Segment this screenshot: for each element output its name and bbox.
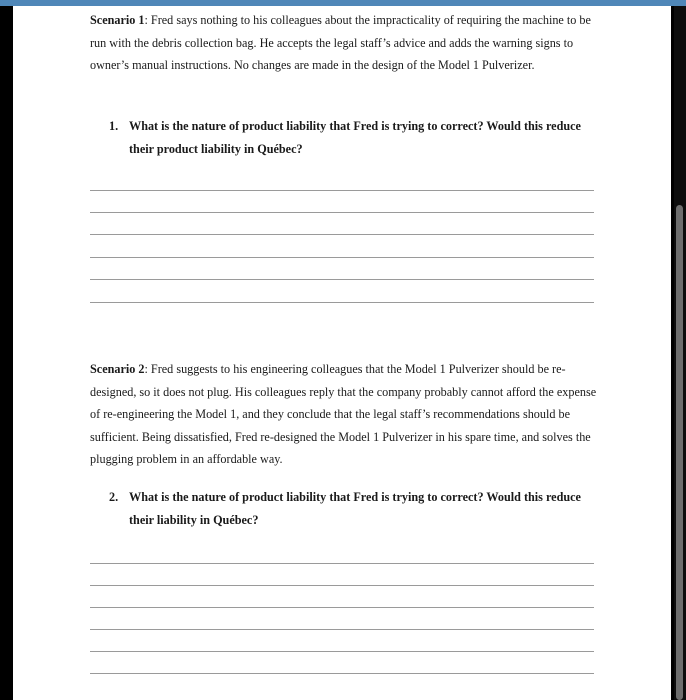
answer-line[interactable] bbox=[90, 234, 594, 235]
answer-line[interactable] bbox=[90, 607, 594, 608]
answer-line[interactable] bbox=[90, 190, 594, 191]
scenario-2-label: Scenario 2 bbox=[90, 362, 145, 376]
answer-line[interactable] bbox=[90, 651, 594, 652]
answer-line[interactable] bbox=[90, 257, 594, 258]
question-1-number: 1. bbox=[109, 119, 119, 133]
answer-line[interactable] bbox=[90, 563, 594, 564]
scenario-2-paragraph bbox=[90, 358, 598, 471]
answer-line[interactable] bbox=[90, 279, 594, 280]
scrollbar-thumb[interactable] bbox=[676, 205, 683, 700]
answer-line[interactable] bbox=[90, 585, 594, 586]
document-page bbox=[13, 6, 671, 700]
question-2 bbox=[109, 486, 589, 531]
answer-line[interactable] bbox=[90, 629, 594, 630]
scenario-1-text: : Fred says nothing to his colleagues about the impracticality of requiring the machine to be run with the debris collection bag. He accepts the legal staff’s advice and adds the warning signs to owner’s manual instructions. No changes are made in the design of the Model 1 Pulverizer. bbox=[90, 13, 591, 73]
scenario-1-paragraph bbox=[90, 9, 598, 77]
answer-line[interactable] bbox=[90, 673, 594, 674]
question-1 bbox=[109, 115, 589, 160]
scenario-2-text: : Fred suggests to his engineering colleagues that the Model 1 Pulverizer should be re-designed, so it does not plug. His colleagues reply that the company probably cannot afford the expense of re-engineering the Model 1, and they conclude that the legal staff’s recommendations should be sufficient. Being dissatisfied, Fred re-designed the Model 1 Pulverizer in his spare time, and solves the plugging problem in an affordable way. bbox=[90, 362, 597, 467]
answer-line[interactable] bbox=[90, 302, 594, 303]
question-2-text: What is the nature of product liability that Fred is trying to correct? Would this reduce their liability in Québec? bbox=[129, 490, 581, 527]
answer-line[interactable] bbox=[90, 212, 594, 213]
scenario-1-label: Scenario 1 bbox=[90, 13, 145, 27]
question-1-text: What is the nature of product liability that Fred is trying to correct? Would this reduce their product liability in Québec? bbox=[129, 119, 581, 156]
question-2-number: 2. bbox=[109, 490, 119, 504]
